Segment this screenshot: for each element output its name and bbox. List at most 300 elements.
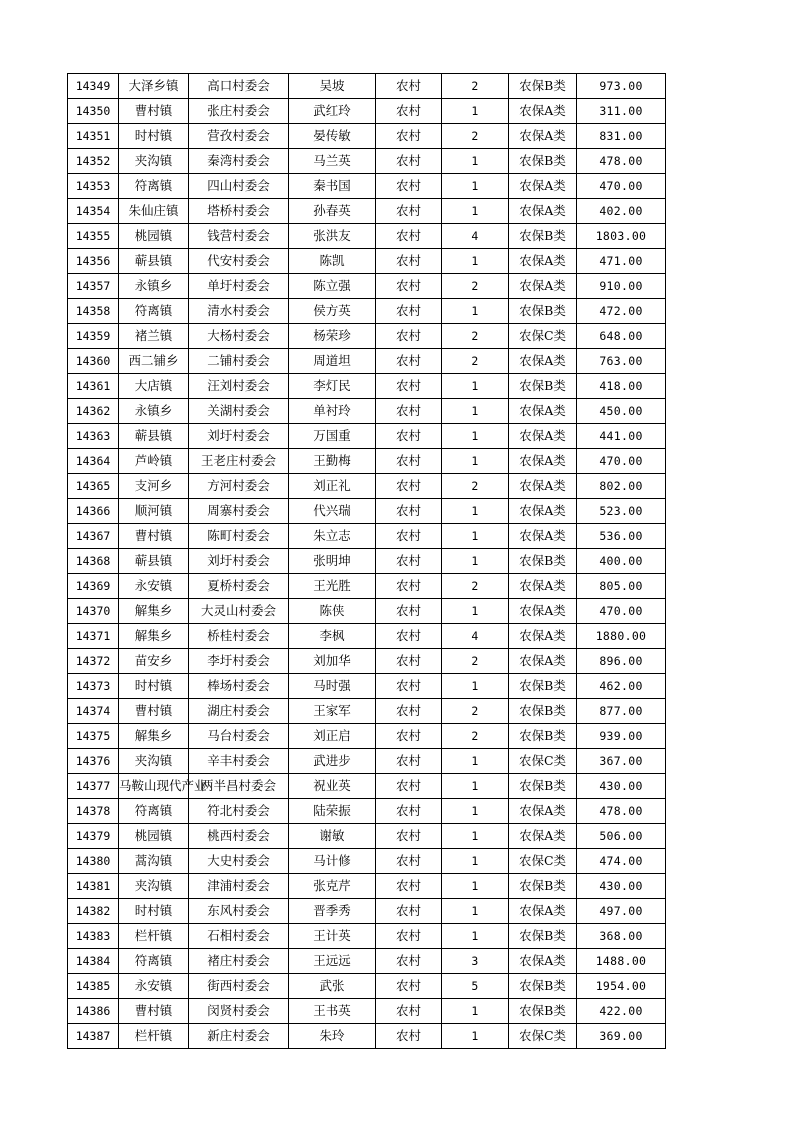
cell-town: 符离镇 (119, 949, 189, 974)
table-row (68, 449, 666, 474)
cell-town: 朱仙庄镇 (119, 199, 189, 224)
cell-row-id: 14373 (68, 674, 119, 699)
cell-insurance-class: 农保A类 (509, 474, 577, 499)
cell-household-count: 1 (442, 249, 509, 274)
cell-area-type: 农村 (376, 849, 442, 874)
cell-row-id: 14352 (68, 149, 119, 174)
cell-area-type: 农村 (376, 99, 442, 124)
cell-household-count: 2 (442, 699, 509, 724)
cell-village-committee: 新庄村委会 (189, 1024, 289, 1049)
cell-person-name: 朱玲 (289, 1024, 376, 1049)
cell-area-type: 农村 (376, 924, 442, 949)
cell-household-count: 1 (442, 149, 509, 174)
cell-insurance-class: 农保A类 (509, 349, 577, 374)
cell-town: 永镇乡 (119, 274, 189, 299)
cell-town: 时村镇 (119, 674, 189, 699)
cell-town: 曹村镇 (119, 999, 189, 1024)
cell-village-committee: 符北村委会 (189, 799, 289, 824)
cell-area-type: 农村 (376, 524, 442, 549)
table-row (68, 74, 666, 99)
cell-household-count: 1 (442, 799, 509, 824)
cell-row-id: 14357 (68, 274, 119, 299)
cell-village-committee: 夏桥村委会 (189, 574, 289, 599)
cell-amount: 497.00 (577, 899, 666, 924)
cell-town: 桃园镇 (119, 824, 189, 849)
cell-row-id: 14384 (68, 949, 119, 974)
cell-row-id: 14382 (68, 899, 119, 924)
cell-town: 解集乡 (119, 599, 189, 624)
cell-amount: 973.00 (577, 74, 666, 99)
cell-village-committee: 桃西村委会 (189, 824, 289, 849)
cell-insurance-class: 农保B类 (509, 874, 577, 899)
cell-insurance-class: 农保B类 (509, 74, 577, 99)
cell-amount: 470.00 (577, 599, 666, 624)
cell-area-type: 农村 (376, 349, 442, 374)
cell-amount: 422.00 (577, 999, 666, 1024)
cell-village-committee: 二铺村委会 (189, 349, 289, 374)
cell-household-count: 1 (442, 849, 509, 874)
table-row (68, 599, 666, 624)
cell-row-id: 14354 (68, 199, 119, 224)
cell-household-count: 1 (442, 824, 509, 849)
cell-area-type: 农村 (376, 624, 442, 649)
cell-person-name: 祝业英 (289, 774, 376, 799)
cell-person-name: 张克芹 (289, 874, 376, 899)
cell-row-id: 14355 (68, 224, 119, 249)
cell-row-id: 14356 (68, 249, 119, 274)
table-row (68, 574, 666, 599)
cell-person-name: 马计修 (289, 849, 376, 874)
cell-person-name: 王远远 (289, 949, 376, 974)
cell-village-committee: 秦湾村委会 (189, 149, 289, 174)
cell-insurance-class: 农保B类 (509, 924, 577, 949)
cell-person-name: 谢敏 (289, 824, 376, 849)
cell-household-count: 1 (442, 774, 509, 799)
cell-village-committee: 关湖村委会 (189, 399, 289, 424)
cell-town: 蕲县镇 (119, 249, 189, 274)
cell-village-committee: 马台村委会 (189, 724, 289, 749)
cell-household-count: 4 (442, 624, 509, 649)
cell-person-name: 刘加华 (289, 649, 376, 674)
cell-row-id: 14381 (68, 874, 119, 899)
cell-household-count: 1 (442, 899, 509, 924)
cell-area-type: 农村 (376, 274, 442, 299)
cell-amount: 831.00 (577, 124, 666, 149)
cell-row-id: 14363 (68, 424, 119, 449)
cell-village-committee: 代安村委会 (189, 249, 289, 274)
cell-area-type: 农村 (376, 649, 442, 674)
cell-household-count: 1 (442, 99, 509, 124)
benefit-roster-table (67, 73, 666, 1049)
cell-row-id: 14374 (68, 699, 119, 724)
cell-row-id: 14359 (68, 324, 119, 349)
cell-insurance-class: 农保A类 (509, 99, 577, 124)
cell-amount: 506.00 (577, 824, 666, 849)
cell-insurance-class: 农保A类 (509, 274, 577, 299)
table-row (68, 274, 666, 299)
cell-amount: 1954.00 (577, 974, 666, 999)
cell-village-committee: 四山村委会 (189, 174, 289, 199)
cell-area-type: 农村 (376, 899, 442, 924)
cell-amount: 367.00 (577, 749, 666, 774)
cell-insurance-class: 农保B类 (509, 149, 577, 174)
cell-town: 曹村镇 (119, 99, 189, 124)
cell-village-committee: 两半昌村委会 (189, 774, 289, 799)
cell-row-id: 14360 (68, 349, 119, 374)
cell-village-committee: 大灵山村委会 (189, 599, 289, 624)
cell-town: 解集乡 (119, 624, 189, 649)
cell-amount: 474.00 (577, 849, 666, 874)
table-row (68, 374, 666, 399)
cell-town: 曹村镇 (119, 524, 189, 549)
cell-amount: 910.00 (577, 274, 666, 299)
table-row (68, 924, 666, 949)
cell-household-count: 2 (442, 324, 509, 349)
cell-household-count: 2 (442, 124, 509, 149)
table-row (68, 249, 666, 274)
cell-amount: 805.00 (577, 574, 666, 599)
table-row (68, 199, 666, 224)
table-row (68, 799, 666, 824)
cell-insurance-class: 农保A类 (509, 624, 577, 649)
cell-village-committee: 李圩村委会 (189, 649, 289, 674)
cell-town: 大店镇 (119, 374, 189, 399)
cell-area-type: 农村 (376, 999, 442, 1024)
table-row (68, 399, 666, 424)
table-row (68, 974, 666, 999)
cell-row-id: 14368 (68, 549, 119, 574)
table-row (68, 749, 666, 774)
cell-amount: 478.00 (577, 799, 666, 824)
cell-household-count: 1 (442, 449, 509, 474)
cell-person-name: 王家军 (289, 699, 376, 724)
cell-amount: 441.00 (577, 424, 666, 449)
cell-row-id: 14349 (68, 74, 119, 99)
cell-household-count: 1 (442, 599, 509, 624)
cell-person-name: 吴坡 (289, 74, 376, 99)
cell-person-name: 秦书国 (289, 174, 376, 199)
table-row (68, 649, 666, 674)
cell-household-count: 1 (442, 499, 509, 524)
cell-insurance-class: 农保A类 (509, 449, 577, 474)
cell-area-type: 农村 (376, 249, 442, 274)
cell-household-count: 1 (442, 549, 509, 574)
cell-row-id: 14358 (68, 299, 119, 324)
cell-insurance-class: 农保B类 (509, 974, 577, 999)
cell-household-count: 1 (442, 924, 509, 949)
cell-row-id: 14369 (68, 574, 119, 599)
cell-village-committee: 刘圩村委会 (189, 424, 289, 449)
cell-area-type: 农村 (376, 574, 442, 599)
cell-town: 蕲县镇 (119, 424, 189, 449)
cell-amount: 523.00 (577, 499, 666, 524)
cell-person-name: 武红玲 (289, 99, 376, 124)
cell-amount: 402.00 (577, 199, 666, 224)
cell-area-type: 农村 (376, 499, 442, 524)
cell-insurance-class: 农保A类 (509, 649, 577, 674)
cell-insurance-class: 农保A类 (509, 899, 577, 924)
cell-row-id: 14351 (68, 124, 119, 149)
cell-person-name: 马时强 (289, 674, 376, 699)
cell-row-id: 14361 (68, 374, 119, 399)
cell-person-name: 张明坤 (289, 549, 376, 574)
cell-amount: 877.00 (577, 699, 666, 724)
cell-row-id: 14376 (68, 749, 119, 774)
cell-person-name: 杨荣珍 (289, 324, 376, 349)
cell-insurance-class: 农保B类 (509, 374, 577, 399)
table-row (68, 849, 666, 874)
cell-insurance-class: 农保A类 (509, 799, 577, 824)
table-row (68, 424, 666, 449)
cell-village-committee: 辛丰村委会 (189, 749, 289, 774)
table-row (68, 299, 666, 324)
cell-person-name: 晏传敏 (289, 124, 376, 149)
cell-person-name: 孙春英 (289, 199, 376, 224)
cell-amount: 896.00 (577, 649, 666, 674)
cell-person-name: 李灯民 (289, 374, 376, 399)
cell-town: 夹沟镇 (119, 749, 189, 774)
cell-insurance-class: 农保C类 (509, 749, 577, 774)
cell-household-count: 2 (442, 724, 509, 749)
table-row (68, 324, 666, 349)
cell-insurance-class: 农保A类 (509, 174, 577, 199)
cell-insurance-class: 农保B类 (509, 674, 577, 699)
cell-insurance-class: 农保B类 (509, 299, 577, 324)
cell-person-name: 朱立志 (289, 524, 376, 549)
cell-village-committee: 石相村委会 (189, 924, 289, 949)
cell-town: 栏杆镇 (119, 1024, 189, 1049)
cell-village-committee: 湖庄村委会 (189, 699, 289, 724)
cell-household-count: 1 (442, 299, 509, 324)
cell-area-type: 农村 (376, 874, 442, 899)
cell-household-count: 1 (442, 199, 509, 224)
cell-insurance-class: 农保B类 (509, 774, 577, 799)
cell-household-count: 2 (442, 474, 509, 499)
cell-village-committee: 张庄村委会 (189, 99, 289, 124)
cell-insurance-class: 农保A类 (509, 399, 577, 424)
cell-amount: 763.00 (577, 349, 666, 374)
cell-area-type: 农村 (376, 224, 442, 249)
cell-area-type: 农村 (376, 449, 442, 474)
cell-area-type: 农村 (376, 299, 442, 324)
cell-household-count: 1 (442, 999, 509, 1024)
cell-household-count: 1 (442, 874, 509, 899)
cell-person-name: 张洪友 (289, 224, 376, 249)
cell-town: 蒿沟镇 (119, 849, 189, 874)
cell-person-name: 陈凯 (289, 249, 376, 274)
cell-household-count: 3 (442, 949, 509, 974)
cell-town: 栏杆镇 (119, 924, 189, 949)
cell-village-committee: 高口村委会 (189, 74, 289, 99)
cell-area-type: 农村 (376, 774, 442, 799)
table-row (68, 824, 666, 849)
cell-insurance-class: 农保A类 (509, 574, 577, 599)
cell-area-type: 农村 (376, 424, 442, 449)
cell-amount: 536.00 (577, 524, 666, 549)
table-row (68, 624, 666, 649)
cell-town: 苗安乡 (119, 649, 189, 674)
cell-area-type: 农村 (376, 699, 442, 724)
cell-person-name: 武张 (289, 974, 376, 999)
cell-row-id: 14371 (68, 624, 119, 649)
cell-household-count: 1 (442, 174, 509, 199)
cell-person-name: 代兴瑞 (289, 499, 376, 524)
cell-town: 永安镇 (119, 574, 189, 599)
cell-person-name: 武进步 (289, 749, 376, 774)
table-row (68, 524, 666, 549)
table-row (68, 99, 666, 124)
cell-insurance-class: 农保B类 (509, 699, 577, 724)
cell-village-committee: 闵贤村委会 (189, 999, 289, 1024)
cell-town: 时村镇 (119, 899, 189, 924)
cell-row-id: 14372 (68, 649, 119, 674)
cell-person-name: 陈侠 (289, 599, 376, 624)
table-row (68, 549, 666, 574)
cell-person-name: 李枫 (289, 624, 376, 649)
cell-town: 符离镇 (119, 299, 189, 324)
cell-household-count: 1 (442, 674, 509, 699)
cell-person-name: 刘正礼 (289, 474, 376, 499)
cell-village-committee: 钱营村委会 (189, 224, 289, 249)
table-row (68, 899, 666, 924)
cell-amount: 1880.00 (577, 624, 666, 649)
table-row (68, 774, 666, 799)
cell-amount: 1488.00 (577, 949, 666, 974)
cell-town: 永镇乡 (119, 399, 189, 424)
cell-row-id: 14350 (68, 99, 119, 124)
cell-town: 符离镇 (119, 799, 189, 824)
cell-row-id: 14379 (68, 824, 119, 849)
cell-amount: 311.00 (577, 99, 666, 124)
cell-town: 褚兰镇 (119, 324, 189, 349)
cell-insurance-class: 农保B类 (509, 549, 577, 574)
cell-amount: 450.00 (577, 399, 666, 424)
cell-row-id: 14378 (68, 799, 119, 824)
cell-row-id: 14385 (68, 974, 119, 999)
cell-household-count: 2 (442, 649, 509, 674)
cell-insurance-class: 农保B类 (509, 724, 577, 749)
cell-insurance-class: 农保A类 (509, 949, 577, 974)
cell-person-name: 陆荣振 (289, 799, 376, 824)
cell-town: 夹沟镇 (119, 149, 189, 174)
cell-amount: 470.00 (577, 449, 666, 474)
cell-insurance-class: 农保A类 (509, 524, 577, 549)
cell-amount: 472.00 (577, 299, 666, 324)
cell-amount: 471.00 (577, 249, 666, 274)
cell-row-id: 14383 (68, 924, 119, 949)
cell-area-type: 农村 (376, 799, 442, 824)
cell-row-id: 14377 (68, 774, 119, 799)
table-row (68, 474, 666, 499)
cell-amount: 369.00 (577, 1024, 666, 1049)
cell-amount: 368.00 (577, 924, 666, 949)
cell-village-committee: 清水村委会 (189, 299, 289, 324)
cell-village-committee: 汪刘村委会 (189, 374, 289, 399)
cell-household-count: 1 (442, 399, 509, 424)
cell-insurance-class: 农保A类 (509, 424, 577, 449)
cell-person-name: 晋季秀 (289, 899, 376, 924)
cell-household-count: 2 (442, 574, 509, 599)
cell-area-type: 农村 (376, 549, 442, 574)
cell-person-name: 侯方英 (289, 299, 376, 324)
cell-amount: 430.00 (577, 774, 666, 799)
cell-town: 顺河镇 (119, 499, 189, 524)
cell-insurance-class: 农保C类 (509, 849, 577, 874)
cell-town: 桃园镇 (119, 224, 189, 249)
cell-person-name: 周道坦 (289, 349, 376, 374)
cell-area-type: 农村 (376, 599, 442, 624)
cell-area-type: 农村 (376, 199, 442, 224)
table-row (68, 874, 666, 899)
cell-town: 夹沟镇 (119, 874, 189, 899)
cell-area-type: 农村 (376, 824, 442, 849)
cell-row-id: 14353 (68, 174, 119, 199)
cell-area-type: 农村 (376, 974, 442, 999)
cell-town: 时村镇 (119, 124, 189, 149)
cell-village-committee: 津浦村委会 (189, 874, 289, 899)
cell-household-count: 1 (442, 524, 509, 549)
cell-area-type: 农村 (376, 399, 442, 424)
cell-village-committee: 大史村委会 (189, 849, 289, 874)
cell-insurance-class: 农保A类 (509, 499, 577, 524)
cell-village-committee: 桥桂村委会 (189, 624, 289, 649)
cell-town: 永安镇 (119, 974, 189, 999)
cell-area-type: 农村 (376, 149, 442, 174)
cell-amount: 802.00 (577, 474, 666, 499)
cell-area-type: 农村 (376, 949, 442, 974)
cell-village-committee: 营孜村委会 (189, 124, 289, 149)
cell-amount: 400.00 (577, 549, 666, 574)
cell-household-count: 2 (442, 274, 509, 299)
cell-area-type: 农村 (376, 474, 442, 499)
cell-area-type: 农村 (376, 674, 442, 699)
cell-area-type: 农村 (376, 724, 442, 749)
cell-household-count: 5 (442, 974, 509, 999)
cell-row-id: 14370 (68, 599, 119, 624)
cell-town: 支河乡 (119, 474, 189, 499)
cell-area-type: 农村 (376, 74, 442, 99)
cell-person-name: 王勤梅 (289, 449, 376, 474)
cell-town: 西二铺乡 (119, 349, 189, 374)
cell-amount: 939.00 (577, 724, 666, 749)
table-row (68, 999, 666, 1024)
cell-amount: 418.00 (577, 374, 666, 399)
cell-village-committee: 塔桥村委会 (189, 199, 289, 224)
cell-person-name: 王光胜 (289, 574, 376, 599)
cell-household-count: 4 (442, 224, 509, 249)
table-row (68, 224, 666, 249)
cell-insurance-class: 农保C类 (509, 324, 577, 349)
cell-insurance-class: 农保A类 (509, 824, 577, 849)
cell-town: 大泽乡镇 (119, 74, 189, 99)
cell-village-committee: 街西村委会 (189, 974, 289, 999)
cell-person-name: 马兰英 (289, 149, 376, 174)
cell-row-id: 14386 (68, 999, 119, 1024)
cell-person-name: 陈立强 (289, 274, 376, 299)
table-row (68, 149, 666, 174)
cell-town: 符离镇 (119, 174, 189, 199)
table-row (68, 699, 666, 724)
cell-town: 曹村镇 (119, 699, 189, 724)
cell-town: 解集乡 (119, 724, 189, 749)
cell-village-committee: 刘圩村委会 (189, 549, 289, 574)
cell-village-committee: 大杨村委会 (189, 324, 289, 349)
cell-insurance-class: 农保B类 (509, 224, 577, 249)
cell-area-type: 农村 (376, 374, 442, 399)
cell-person-name: 王书英 (289, 999, 376, 1024)
cell-town: 蕲县镇 (119, 549, 189, 574)
cell-village-committee: 单圩村委会 (189, 274, 289, 299)
